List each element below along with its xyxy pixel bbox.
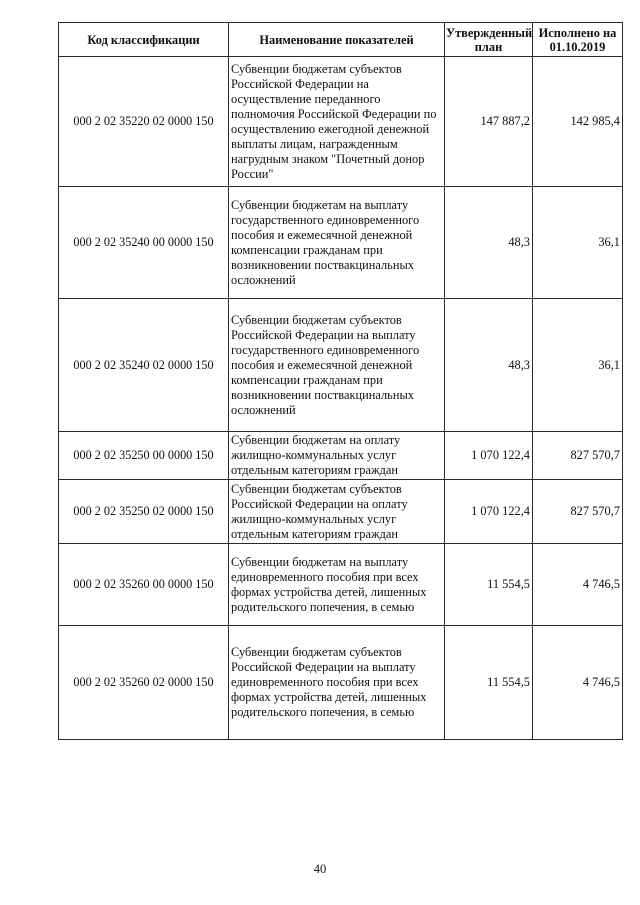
header-executed: Исполнено на 01.10.2019 bbox=[533, 23, 623, 57]
row-executed: 4 746,5 bbox=[533, 626, 623, 740]
row-name: Субвенции бюджетам субъектов Российской Федерации на осуществление переданного полномочия Российской Федерации по осуществлению ежегодной денежной выплаты лицам, награжденным нагрудным знаком "Почетный донор России" bbox=[229, 57, 445, 187]
row-plan: 11 554,5 bbox=[445, 544, 533, 626]
row-code: 000 2 02 35250 02 0000 150 bbox=[59, 480, 229, 544]
table-row bbox=[59, 480, 623, 544]
table-row bbox=[59, 187, 623, 299]
budget-table bbox=[58, 22, 623, 740]
row-executed: 142 985,4 bbox=[533, 57, 623, 187]
row-code: 000 2 02 35260 00 0000 150 bbox=[59, 544, 229, 626]
table-row bbox=[59, 57, 623, 187]
row-executed: 36,1 bbox=[533, 299, 623, 432]
row-code: 000 2 02 35240 02 0000 150 bbox=[59, 299, 229, 432]
row-name: Субвенции бюджетам на выплату государственного единовременного пособия и ежемесячной денежной компенсации гражданам при возникновении поствакцинальных осложнений bbox=[229, 187, 445, 299]
table-row bbox=[59, 432, 623, 480]
row-plan: 48,3 bbox=[445, 187, 533, 299]
row-name: Субвенции бюджетам на оплату жилищно-коммунальных услуг отдельным категориям граждан bbox=[229, 432, 445, 480]
row-plan: 1 070 122,4 bbox=[445, 480, 533, 544]
table-row bbox=[59, 299, 623, 432]
row-plan: 147 887,2 bbox=[445, 57, 533, 187]
row-executed: 827 570,7 bbox=[533, 480, 623, 544]
row-plan: 1 070 122,4 bbox=[445, 432, 533, 480]
row-executed: 827 570,7 bbox=[533, 432, 623, 480]
row-name: Субвенции бюджетам субъектов Российской Федерации на выплату единовременного пособия при всех формах устройства детей, лишенных родительского попечения, в семью bbox=[229, 626, 445, 740]
row-code: 000 2 02 35220 02 0000 150 bbox=[59, 57, 229, 187]
row-code: 000 2 02 35240 00 0000 150 bbox=[59, 187, 229, 299]
row-executed: 36,1 bbox=[533, 187, 623, 299]
table-row bbox=[59, 544, 623, 626]
page-number: 40 bbox=[313, 862, 327, 876]
header-name: Наименование показателей bbox=[229, 23, 445, 57]
row-code: 000 2 02 35250 00 0000 150 bbox=[59, 432, 229, 480]
row-code: 000 2 02 35260 02 0000 150 bbox=[59, 626, 229, 740]
header-code: Код классификации bbox=[59, 23, 229, 57]
row-executed: 4 746,5 bbox=[533, 544, 623, 626]
row-plan: 48,3 bbox=[445, 299, 533, 432]
header-plan: Утвержденный план bbox=[445, 23, 533, 57]
row-plan: 11 554,5 bbox=[445, 626, 533, 740]
header-row bbox=[59, 23, 623, 57]
table-row bbox=[59, 626, 623, 740]
row-name: Субвенции бюджетам на выплату единовременного пособия при всех формах устройства детей, лишенных родительского попечения, в семью bbox=[229, 544, 445, 626]
row-name: Субвенции бюджетам субъектов Российской Федерации на оплату жилищно-коммунальных услуг отдельным категориям граждан bbox=[229, 480, 445, 544]
row-name: Субвенции бюджетам субъектов Российской Федерации на выплату государственного единовременного пособия и ежемесячной денежной компенсации гражданам при возникновении поствакцинальных осложнений bbox=[229, 299, 445, 432]
